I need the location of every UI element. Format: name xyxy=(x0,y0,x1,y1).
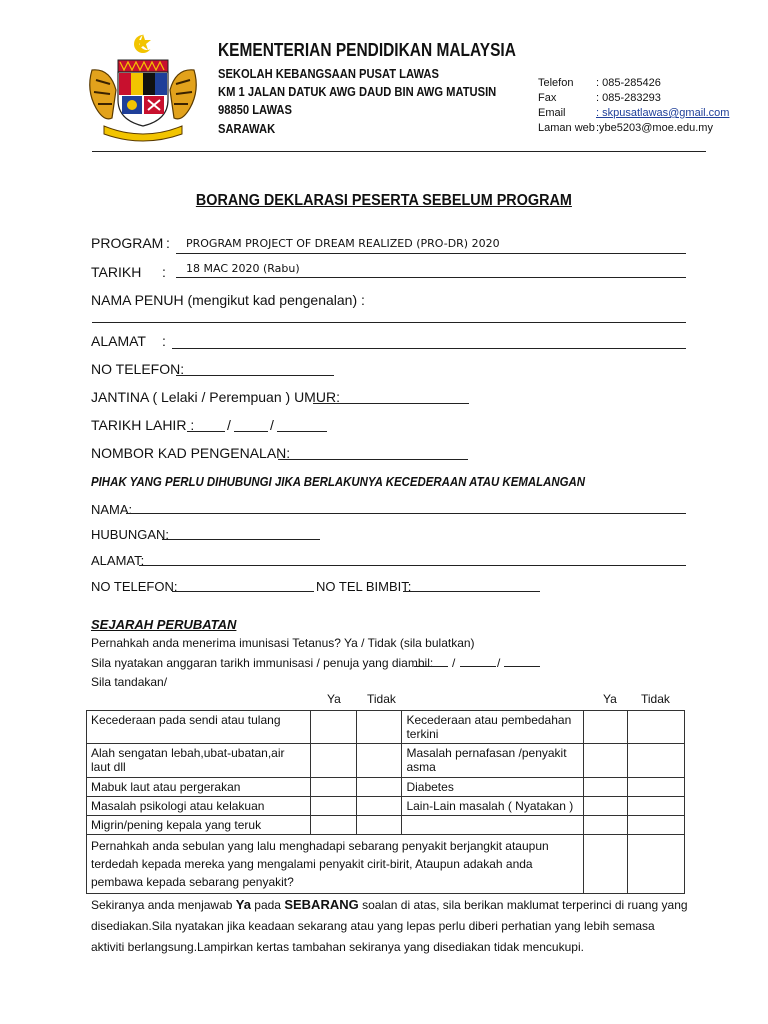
emergency-nama-label: NAMA: xyxy=(91,502,133,517)
tidak-checkbox[interactable] xyxy=(356,778,402,797)
table-row xyxy=(87,744,685,778)
tidak-checkbox[interactable] xyxy=(356,744,402,778)
school-name: SEKOLAH KEBANGSAAN PUSAT LAWAS xyxy=(218,66,439,81)
immunisation-year-field[interactable] xyxy=(504,666,540,667)
tidak-checkbox[interactable] xyxy=(628,835,685,894)
ya-checkbox[interactable] xyxy=(584,778,628,797)
emergency-heading: PIHAK YANG PERLU DIHUBUNGI JIKA BERLAKUNYA KECEDERAAN ATAU KEMALANGAN xyxy=(91,474,586,489)
col-tidak-right: Tidak xyxy=(641,692,670,706)
umur-field[interactable] xyxy=(313,403,469,404)
emergency-telefon-label: NO TELEFON: xyxy=(91,579,178,594)
emergency-nama-field[interactable] xyxy=(126,513,686,514)
program-underline xyxy=(176,253,686,254)
contact-telefon: Telefon : 085-285426 xyxy=(538,77,661,89)
tidak-checkbox[interactable] xyxy=(628,816,685,835)
tidak-checkbox[interactable] xyxy=(628,744,685,778)
tarikh-lahir-slash-1: / xyxy=(227,417,231,433)
condition-label xyxy=(402,816,584,835)
emergency-hubungan-label: HUBUNGAN: xyxy=(91,527,170,542)
header-divider xyxy=(92,151,706,152)
tarikh-lahir-year-field[interactable] xyxy=(277,431,327,432)
condition-label: Kecederaan atau pembedahan terkini xyxy=(402,711,584,744)
ya-checkbox[interactable] xyxy=(584,835,628,894)
email-link[interactable]: : skpusatlawas@gmail.com xyxy=(596,107,730,119)
infectious-disease-question: Pernahkah anda sebulan yang lalu menghadapi sebarang penyakit berjangkit ataupun terdedah kepada mereka yang mengalami penyakit cirit-birit, Ataupun adakah anda pembawa kepada sebarang penyakit? xyxy=(87,835,584,894)
ya-checkbox[interactable] xyxy=(584,797,628,816)
school-address-line-1: KM 1 JALAN DATUK AWG DAUD BIN AWG MATUSIN xyxy=(218,84,497,99)
ya-checkbox[interactable] xyxy=(584,711,628,744)
ya-checkbox[interactable] xyxy=(310,816,356,835)
condition-label: Diabetes xyxy=(402,778,584,797)
tidak-checkbox[interactable] xyxy=(628,711,685,744)
program-colon: : xyxy=(166,235,170,251)
ya-checkbox[interactable] xyxy=(310,797,356,816)
immunisation-month-field[interactable] xyxy=(460,666,496,667)
condition-label: Masalah psikologi atau kelakuan xyxy=(87,797,311,816)
condition-label: Lain-Lain masalah ( Nyatakan ) xyxy=(402,797,584,816)
kad-pengenalan-field[interactable] xyxy=(278,459,468,460)
ya-checkbox[interactable] xyxy=(584,816,628,835)
tarikh-lahir-month-field[interactable] xyxy=(234,431,268,432)
emergency-hubungan-field[interactable] xyxy=(162,539,320,540)
instruction-paragraph: Sekiranya anda menjawab Ya pada SEBARANG soalan di atas, sila berikan maklumat terperinci di ruang yang disediakan.Sila nyatakan jika keadaan sekarang atau yang lepas perlu diberi perhatian yang lebih semasa aktiviti berlangsung.Lampirkan kertas tambahan sekiranya yang disediakan tidak mencukupi. xyxy=(91,897,688,954)
tarikh-lahir-day-field[interactable] xyxy=(187,431,225,432)
ya-checkbox[interactable] xyxy=(584,744,628,778)
form-title: BORANG DEKLARASI PESERTA SEBELUM PROGRAM xyxy=(195,192,573,209)
contact-website: Laman web:ybe5203@moe.edu.my xyxy=(538,122,713,134)
telefon-label: NO TELEFON: xyxy=(91,361,185,377)
ya-checkbox[interactable] xyxy=(310,744,356,778)
coat-of-arms-logo xyxy=(82,30,204,142)
tidak-checkbox[interactable] xyxy=(356,816,402,835)
table-row xyxy=(87,835,685,894)
jantina-umur-label: JANTINA ( Lelaki / Perempuan ) UMUR: xyxy=(91,389,340,405)
sila-tandakan: Sila tandakan/ xyxy=(91,675,168,689)
nama-penuh-label: NAMA PENUH (mengikut kad pengenalan) : xyxy=(91,292,365,308)
col-ya-right: Ya xyxy=(603,692,617,706)
contact-fax: Fax : 085-283293 xyxy=(538,92,661,104)
alamat-label: ALAMAT xyxy=(91,333,146,349)
kad-pengenalan-label: NOMBOR KAD PENGENALAN: xyxy=(91,445,291,461)
emergency-alamat-field[interactable] xyxy=(139,565,686,566)
condition-label: Alah sengatan lebah,ubat-ubatan,air laut dll xyxy=(87,744,311,778)
tetanus-question: Pernahkah anda menerima imunisasi Tetanus? Ya / Tidak (sila bulatkan) xyxy=(91,636,475,650)
tidak-checkbox[interactable] xyxy=(628,778,685,797)
emergency-bimbit-field[interactable] xyxy=(403,591,540,592)
immunisation-slash-1: / xyxy=(452,656,456,670)
condition-label: Masalah pernafasan /penyakit asma xyxy=(402,744,584,778)
tidak-checkbox[interactable] xyxy=(356,797,402,816)
emergency-telefon-field[interactable] xyxy=(172,591,314,592)
emergency-bimbit-label: NO TEL BIMBIT: xyxy=(316,579,412,594)
tarikh-lahir-label: TARIKH LAHIR : xyxy=(91,417,195,433)
col-ya-left: Ya xyxy=(327,692,341,706)
nama-penuh-field[interactable] xyxy=(92,322,686,323)
contact-email: Email : skpusatlawas@gmail.com xyxy=(538,107,730,119)
tarikh-value[interactable]: 18 MAC 2020 (Rabu) xyxy=(186,262,300,275)
table-row xyxy=(87,711,685,744)
table-row xyxy=(87,816,685,835)
school-address-line-2: 98850 LAWAS xyxy=(218,102,292,117)
medical-heading: SEJARAH PERUBATAN xyxy=(91,617,237,632)
emergency-alamat-label: ALAMAT: xyxy=(91,553,145,568)
tidak-checkbox[interactable] xyxy=(356,711,402,744)
alamat-colon: : xyxy=(162,333,166,349)
tidak-checkbox[interactable] xyxy=(628,797,685,816)
table-row xyxy=(87,797,685,816)
medical-checklist-table xyxy=(86,710,685,894)
alamat-field[interactable] xyxy=(172,348,686,349)
school-address-line-3: SARAWAK xyxy=(218,121,276,136)
table-row xyxy=(87,778,685,797)
program-value[interactable]: PROGRAM PROJECT OF DREAM REALIZED (PRO-DR) 2020 xyxy=(186,237,500,250)
immunisation-day-field[interactable] xyxy=(414,666,448,667)
condition-label: Mabuk laut atau pergerakan xyxy=(87,778,311,797)
immunisation-slash-2: / xyxy=(497,656,501,670)
ya-checkbox[interactable] xyxy=(310,711,356,744)
condition-label: Kecederaan pada sendi atau tulang xyxy=(87,711,311,744)
tarikh-lahir-slash-2: / xyxy=(270,417,274,433)
tarikh-colon: : xyxy=(162,264,166,280)
immunisation-date-question: Sila nyatakan anggaran tarikh immunisasi / penuja yang diambil: xyxy=(91,656,434,670)
tarikh-underline xyxy=(176,277,686,278)
ya-checkbox[interactable] xyxy=(310,778,356,797)
ministry-name: KEMENTERIAN PENDIDIKAN MALAYSIA xyxy=(218,40,516,60)
tarikh-label: TARIKH xyxy=(91,264,142,280)
condition-label: Migrin/pening kepala yang teruk xyxy=(87,816,311,835)
program-label: PROGRAM xyxy=(91,235,164,251)
col-tidak-left: Tidak xyxy=(367,692,396,706)
telefon-field[interactable] xyxy=(176,375,334,376)
